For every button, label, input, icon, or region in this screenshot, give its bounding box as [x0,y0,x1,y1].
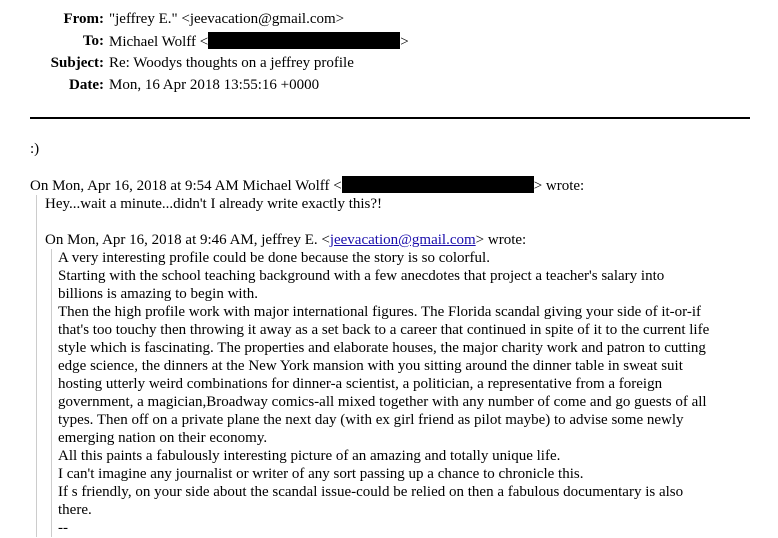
attribution-1-suffix: > wrote: [533,178,585,194]
to-name: Michael Wolff < [109,34,209,50]
subject-label: Subject: [50,55,104,71]
redaction-bar [342,176,534,193]
quote-level-1 [36,195,760,537]
quote-2-line: types. Then off on a private plane the next day (with ex girl friend as pilot maybe) to advise some newly [58,412,684,428]
email-body [30,140,760,537]
quote-2-line: emerging nation on their economy. [58,430,268,446]
attribution-2-prefix: On Mon, Apr 16, 2018 at 9:46 AM, jeffrey E. < [45,232,330,248]
quote-2-line: All this paints a fabulously interesting picture of an amazing and totally unique life. [58,448,561,464]
attribution-2 [45,231,760,249]
attribution-1-prefix: On Mon, Apr 16, 2018 at 9:54 AM Michael Wolff < [30,178,342,194]
attribution-2-suffix: > wrote: [475,232,527,248]
quote-2-line: billions is amazing to begin with. [58,286,258,302]
quote-2-line: Then the high profile work with major international figures. The Florida scandal giving your side of it-or-if [58,304,702,320]
to-close: > [400,34,409,50]
quote-2-line: edge science, the dinners at the New York mansion with you sitting around the dinner table in sweat suit [58,358,683,374]
quote-2-line: there. [58,502,92,518]
quote-2-line: hosting utterly weird combinations for dinner-a scientist, a politician, a representative from a foreign [58,376,663,392]
attribution-1 [30,176,760,195]
date-value: Mon, 16 Apr 2018 13:55:16 +0000 [109,77,320,93]
quote-2-line: If s friendly, on your side about the scandal issue-could be relied on then a fabulous documentary is also [58,484,684,500]
quote-2-line: Starting with the school teaching background with a few anecdotes that project a teacher's salary into [58,268,665,284]
quote-2-line: A very interesting profile could be done because the story is so colorful. [58,250,490,266]
from-value: "jeffrey E." <jeevacation@gmail.com> [109,11,345,27]
reply-text: :) [30,141,40,157]
quote-2-line: -- [58,520,68,536]
quote-1-text: Hey...wait a minute...didn't I already write exactly this?! [45,196,383,212]
quote-2-line: style which is fascinating. The properties and elaborate houses, the major charity work and patron to cutting [58,340,706,356]
quote-level-2 [51,249,760,537]
quote-2-line: that's too touchy then throwing it away as a set back to a career that continued in spite of it to the current life [58,322,710,338]
quote-2-line: government, a magician,Broadway comics-all mixed together with any number of come and go guests of all [58,394,707,410]
to-value [109,32,409,51]
subject-value: Re: Woodys thoughts on a jeffrey profile [109,55,354,71]
redaction-bar [208,32,400,49]
quote-2-line: I can't imagine any journalist or writer of any sort passing up a chance to chronicle this. [58,466,584,482]
header-divider [30,117,750,119]
to-label: To: [82,33,104,49]
from-label: From: [63,11,104,27]
email-link[interactable]: jeevacation@gmail.com [329,232,476,248]
date-label: Date: [69,77,104,93]
